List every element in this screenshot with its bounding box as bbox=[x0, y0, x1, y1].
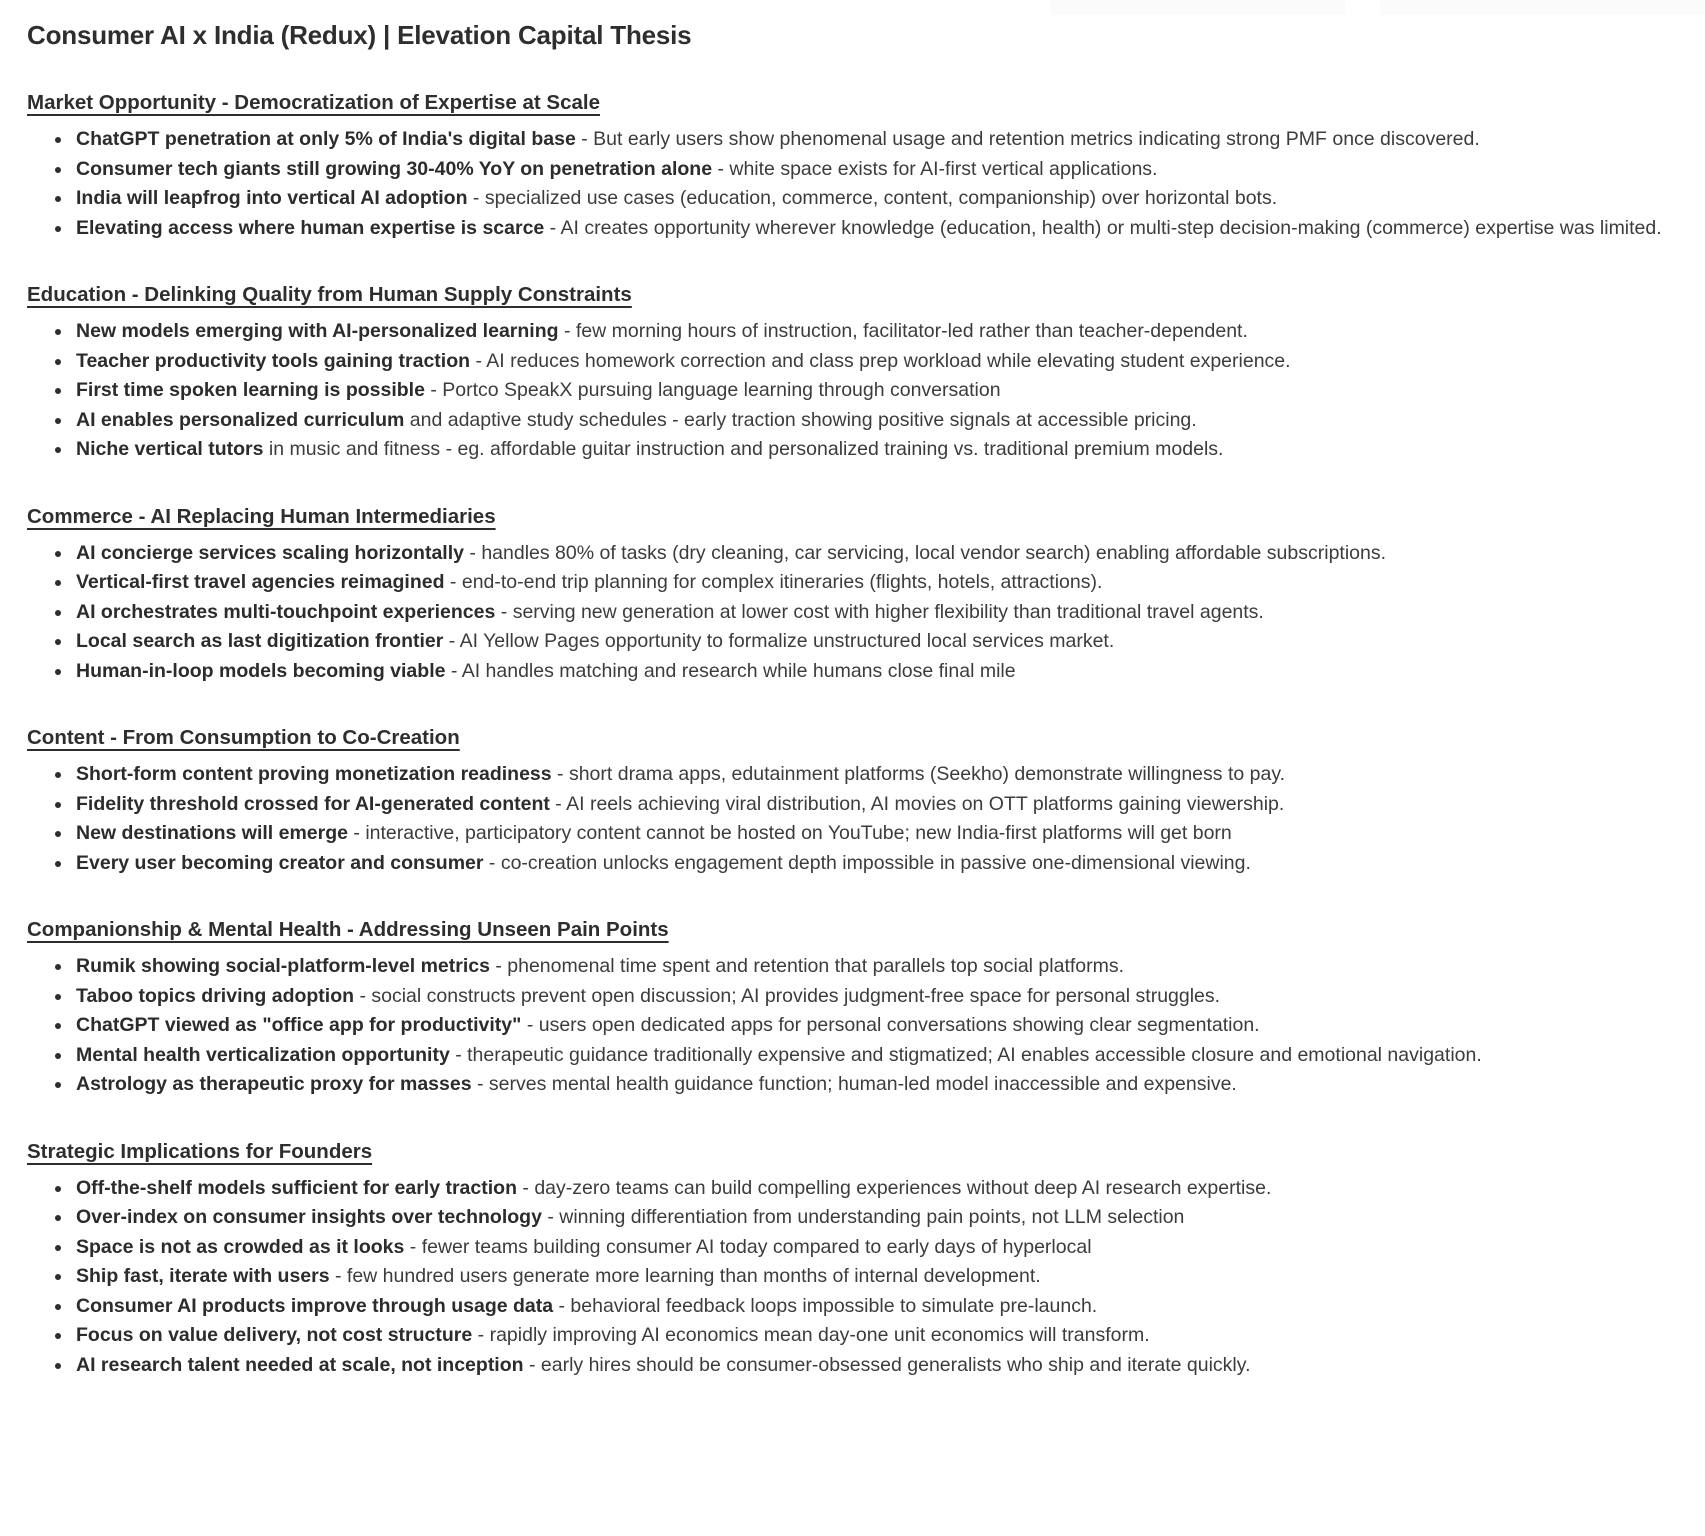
bullet-rest: and adaptive study schedules - early traction showing positive signals at accessible pricing. bbox=[404, 408, 1197, 431]
bullet-lead: Niche vertical tutors bbox=[76, 438, 264, 460]
bullet-rest: - phenomenal time spent and retention that parallels top social platforms. bbox=[489, 955, 1125, 977]
page-title: Consumer AI x India (Redux) | Elevation Capital Thesis bbox=[27, 20, 692, 50]
list-item bbox=[73, 155, 1683, 185]
bullet-rest: - winning differentiation from understanding pain points, not LLM selection bbox=[541, 1206, 1185, 1228]
list-item bbox=[73, 1203, 1683, 1233]
list-item bbox=[73, 657, 1683, 687]
list-item bbox=[73, 1011, 1683, 1041]
bullet-list bbox=[27, 539, 1683, 687]
bullet-lead: New models emerging with AI-personalized learning bbox=[76, 320, 559, 342]
bullet-rest: - white space exists for AI-first vertical applications. bbox=[712, 157, 1158, 180]
section-heading-market-opportunity: Market Opportunity - Democratization of Expertise at Scale bbox=[27, 91, 600, 114]
list-item bbox=[73, 125, 1683, 155]
top-edge-artifact bbox=[1050, 0, 1345, 15]
bullet-lead: Focus on value delivery, not cost structure bbox=[76, 1324, 473, 1346]
bullet-list bbox=[27, 1174, 1683, 1381]
bullet-rest: - serving new generation at lower cost with higher flexibility than traditional travel agents. bbox=[495, 600, 1264, 623]
bullet-list bbox=[27, 317, 1683, 465]
bullet-rest: - few hundred users generate more learning than months of internal development. bbox=[329, 1265, 1041, 1287]
list-item bbox=[73, 435, 1683, 465]
bullet-lead: AI concierge services scaling horizontally bbox=[76, 541, 464, 564]
bullet-lead: ChatGPT viewed as "office app for productivity" bbox=[76, 1014, 522, 1036]
bullet-lead: Consumer AI products improve through usage data bbox=[76, 1294, 554, 1317]
list-item bbox=[73, 347, 1683, 377]
bullet-rest: - specialized use cases (education, commerce, content, companionship) over horizontal bots. bbox=[467, 187, 1278, 209]
bullet-lead: Off-the-shelf models sufficient for early traction bbox=[76, 1176, 517, 1199]
list-item bbox=[73, 376, 1683, 406]
list-item bbox=[73, 568, 1683, 598]
bullet-lead: Over-index on consumer insights over technology bbox=[76, 1206, 542, 1228]
bullet-lead: AI research talent needed at scale, not inception bbox=[76, 1353, 524, 1376]
bullet-rest: - co-creation unlocks engagement depth impossible in passive one-dimensional viewing. bbox=[483, 851, 1251, 874]
section-companionship-mental-health bbox=[27, 918, 1683, 1100]
bullet-rest: - handles 80% of tasks (dry cleaning, car servicing, local vendor search) enabling affordable subscriptions. bbox=[463, 541, 1387, 564]
list-item bbox=[73, 849, 1683, 879]
bullet-lead: Taboo topics driving adoption bbox=[76, 984, 355, 1007]
list-item bbox=[73, 952, 1683, 982]
list-item bbox=[73, 982, 1683, 1012]
bullet-rest: - end-to-end trip planning for complex itineraries (flights, hotels, attractions). bbox=[444, 571, 1103, 593]
section-heading-strategic-implications: Strategic Implications for Founders bbox=[27, 1139, 373, 1163]
bullet-rest: - users open dedicated apps for personal conversations showing clear segmentation. bbox=[521, 1014, 1260, 1036]
bullet-rest: - But early users show phenomenal usage and retention metrics indicating strong PMF once discovered. bbox=[575, 128, 1480, 150]
bullet-lead: Fidelity threshold crossed for AI-generated content bbox=[76, 792, 550, 815]
list-item bbox=[73, 406, 1683, 436]
bullet-lead: Short-form content proving monetization readiness bbox=[76, 763, 552, 785]
bullet-lead: Mental health verticalization opportunity bbox=[76, 1043, 450, 1066]
top-edge-artifact bbox=[1380, 0, 1705, 15]
bullet-rest: - interactive, participatory content cannot be hosted on YouTube; new India-first platforms will get born bbox=[348, 822, 1232, 844]
bullet-rest: - AI reduces homework correction and class prep workload while elevating student experience. bbox=[470, 349, 1291, 372]
bullet-lead: Astrology as therapeutic proxy for masses bbox=[76, 1073, 472, 1095]
bullet-rest: - behavioral feedback loops impossible to simulate pre-launch. bbox=[553, 1294, 1098, 1317]
section-market-opportunity bbox=[27, 91, 1683, 243]
bullet-list bbox=[27, 125, 1683, 243]
section-commerce bbox=[27, 505, 1683, 687]
section-education bbox=[27, 283, 1683, 465]
bullet-lead: Space is not as crowded as it looks bbox=[76, 1235, 405, 1258]
list-item bbox=[73, 1174, 1683, 1204]
bullet-lead: Elevating access where human expertise is scarce bbox=[76, 216, 545, 239]
bullet-rest: - therapeutic guidance traditionally expensive and stigmatized; AI enables accessible closure and emotional navigation. bbox=[449, 1043, 1482, 1066]
bullet-lead: India will leapfrog into vertical AI adoption bbox=[76, 187, 468, 209]
section-heading-commerce: Commerce - AI Replacing Human Intermediaries bbox=[27, 504, 496, 528]
bullet-rest: - Portco SpeakX pursuing language learning through conversation bbox=[424, 379, 1001, 401]
bullet-rest: - few morning hours of instruction, facilitator-led rather than teacher-dependent. bbox=[558, 320, 1248, 342]
section-heading-companionship-mental-health: Companionship & Mental Health - Addressing Unseen Pain Points bbox=[27, 918, 669, 941]
bullet-lead: Rumik showing social-platform-level metrics bbox=[76, 955, 490, 977]
bullet-lead: AI enables personalized curriculum bbox=[76, 408, 405, 431]
list-item bbox=[73, 598, 1683, 628]
bullet-list bbox=[27, 760, 1683, 878]
bullet-lead: Every user becoming creator and consumer bbox=[76, 851, 484, 874]
bullet-lead: Local search as last digitization frontier bbox=[76, 630, 444, 652]
bullet-list bbox=[27, 952, 1683, 1100]
list-item bbox=[73, 1233, 1683, 1263]
list-item bbox=[73, 1321, 1683, 1351]
list-item bbox=[73, 1070, 1683, 1100]
bullet-rest: - AI reels achieving viral distribution, AI movies on OTT platforms gaining viewership. bbox=[549, 792, 1285, 815]
bullet-rest: - AI creates opportunity wherever knowledge (education, health) or multi-step decision-making (commerce) expertise was limited. bbox=[544, 216, 1662, 239]
bullet-lead: First time spoken learning is possible bbox=[76, 379, 425, 401]
bullet-rest: - short drama apps, edutainment platforms (Seekho) demonstrate willingness to pay. bbox=[551, 763, 1286, 785]
bullet-rest: - social constructs prevent open discussion; AI provides judgment-free space for personal struggles. bbox=[354, 984, 1221, 1007]
section-heading-content: Content - From Consumption to Co-Creation bbox=[27, 726, 460, 749]
bullet-rest: - fewer teams building consumer AI today compared to early days of hyperlocal bbox=[404, 1235, 1092, 1258]
bullet-lead: AI orchestrates multi-touchpoint experiences bbox=[76, 600, 496, 623]
bullet-rest: - rapidly improving AI economics mean day-one unit economics will transform. bbox=[472, 1324, 1150, 1346]
list-item bbox=[73, 184, 1683, 214]
section-content bbox=[27, 726, 1683, 878]
bullet-lead: Ship fast, iterate with users bbox=[76, 1265, 330, 1287]
list-item bbox=[73, 1262, 1683, 1292]
bullet-lead: Vertical-first travel agencies reimagined bbox=[76, 571, 445, 593]
section-heading-education: Education - Delinking Quality from Human Supply Constraints bbox=[27, 283, 632, 306]
list-item bbox=[73, 819, 1683, 849]
bullet-lead: New destinations will emerge bbox=[76, 822, 348, 844]
list-item bbox=[73, 790, 1683, 820]
bullet-rest: - early hires should be consumer-obsessed generalists who ship and iterate quickly. bbox=[523, 1353, 1251, 1376]
list-item bbox=[73, 539, 1683, 569]
list-item bbox=[73, 627, 1683, 657]
list-item bbox=[73, 760, 1683, 790]
list-item bbox=[73, 1292, 1683, 1322]
bullet-lead: ChatGPT penetration at only 5% of India's digital base bbox=[76, 128, 576, 150]
bullet-lead: Consumer tech giants still growing 30-40% YoY on penetration alone bbox=[76, 157, 713, 180]
list-item bbox=[73, 214, 1683, 244]
bullet-rest: - day-zero teams can build compelling experiences without deep AI research expertise. bbox=[516, 1176, 1272, 1199]
bullet-lead: Human-in-loop models becoming viable bbox=[76, 659, 446, 682]
section-strategic-implications bbox=[27, 1140, 1683, 1381]
bullet-rest: - serves mental health guidance function; human-led model inaccessible and expensive. bbox=[471, 1073, 1237, 1095]
list-item bbox=[73, 317, 1683, 347]
bullet-rest: in music and fitness - eg. affordable guitar instruction and personalized training vs. traditional premium models. bbox=[263, 438, 1224, 460]
list-item bbox=[73, 1041, 1683, 1071]
bullet-rest: - AI Yellow Pages opportunity to formalize unstructured local services market. bbox=[443, 630, 1115, 652]
bullet-rest: - AI handles matching and research while humans close final mile bbox=[445, 659, 1016, 682]
list-item bbox=[73, 1351, 1683, 1381]
bullet-lead: Teacher productivity tools gaining traction bbox=[76, 349, 471, 372]
